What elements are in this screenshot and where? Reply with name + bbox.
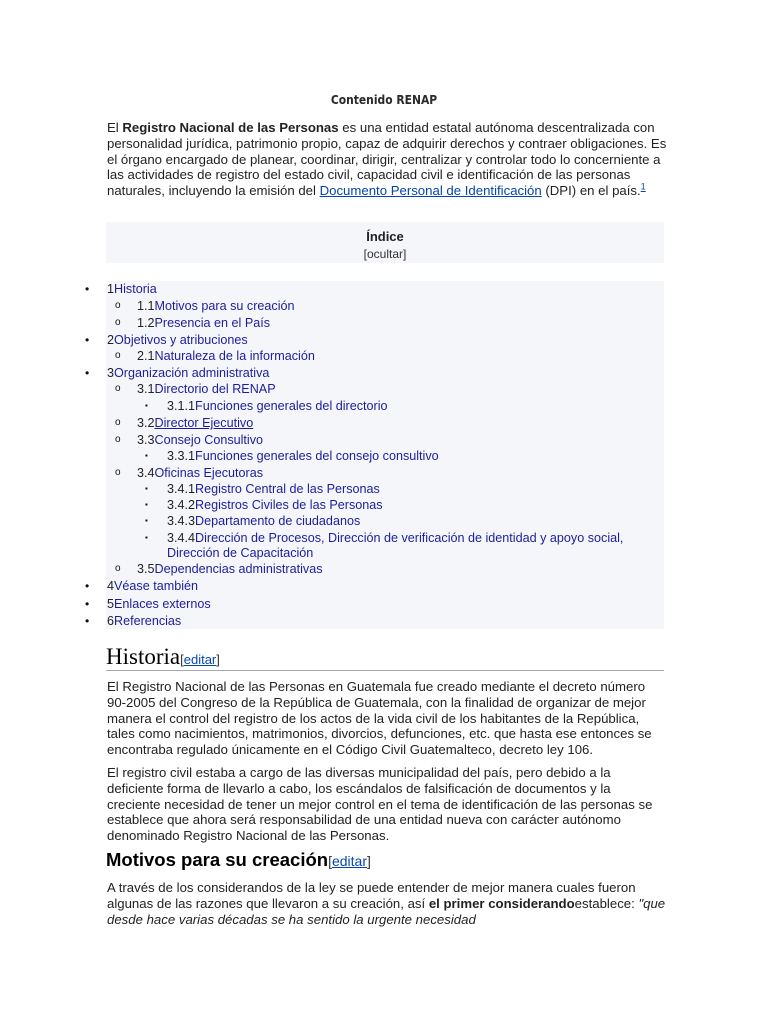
toc-link[interactable]: Motivos para su creación	[154, 299, 295, 313]
edit-link-motivos[interactable]: editar	[331, 853, 367, 869]
reference-1[interactable]: 1	[640, 181, 646, 192]
toc-bullet-2-1: o	[115, 350, 121, 361]
edit-historia: [editar]	[180, 652, 220, 667]
toc-title: Índice	[366, 229, 404, 244]
toc-bullet-4: •	[85, 579, 90, 593]
toc-number: 3.2	[137, 416, 155, 430]
toc-number: 3.5	[137, 562, 155, 576]
toc-number: 3.1.1	[167, 399, 196, 413]
toc-bullet-3-2: o	[115, 417, 121, 428]
toc-link[interactable]: Dirección de Procesos, Dirección de verificación de identidad y apoyo social,	[195, 531, 624, 545]
toc-number: 6	[107, 614, 115, 628]
section-heading-historia: Historia[editar]	[106, 643, 664, 671]
toc-item-3-1-1[interactable]	[167, 398, 388, 414]
toc-link[interactable]: Funciones generales del consejo consultivo	[195, 449, 439, 463]
toc-number: 2	[107, 333, 115, 347]
dpi-link[interactable]: Documento Personal de Identificación	[319, 183, 542, 199]
toc-number: 3.4.4	[167, 531, 196, 545]
toc-bullet-3-4-4: ▪	[145, 533, 148, 542]
toc-number: 3	[107, 366, 115, 380]
toc-item-4[interactable]	[107, 578, 198, 594]
toc-link[interactable]: Dependencias administrativas	[154, 562, 323, 576]
toc-number: 3.1	[137, 382, 155, 396]
toc-link[interactable]: Registros Civiles de las Personas	[195, 498, 383, 512]
toc-item-3-2[interactable]	[137, 415, 253, 431]
toc-number: 4	[107, 579, 115, 593]
toc-number: 1.1	[137, 299, 155, 313]
toc-link[interactable]: Director Ejecutivo	[154, 416, 254, 430]
toc-item-3-4-1[interactable]	[167, 481, 380, 497]
toc-number: 3.4.1	[167, 482, 196, 496]
toc-number: 2.1	[137, 349, 155, 363]
toc-item-2-1[interactable]	[137, 348, 315, 364]
toc-item-3-4-4-cont[interactable]	[167, 545, 313, 561]
toc-bullet-3-5: o	[115, 563, 121, 574]
toc-bullet-3-4-3: ▪	[145, 516, 148, 525]
toc-bullet-3-1: o	[115, 383, 121, 394]
toc-item-1[interactable]	[107, 281, 157, 297]
toc-bullet-3-4: o	[115, 467, 121, 478]
historia-paragraph-1: El Registro Nacional de las Personas en Guatemala fue creado mediante el decreto número 90-2005 del Congreso de la República de Guatemala, con la finalidad de organizar de mejor manera el control del registro de los actos de la vida civil de los habitantes de la República, tales como nacimientos, matrimonios, divorcios, defunciones, etc. que hasta ese entonces se encontraba regulado únicamente en el Código Civil Guatemalteco, decreto ley 106.	[107, 679, 652, 758]
section-heading-motivos: Motivos para su creación[editar]	[106, 849, 371, 870]
toc-number: 3.4.3	[167, 514, 196, 528]
toc-item-3-5[interactable]	[137, 561, 323, 577]
toc-item-3-4-3[interactable]	[167, 513, 360, 529]
toc-number: 5	[107, 597, 115, 611]
toc-item-3-4-2[interactable]	[167, 497, 383, 513]
toc-link[interactable]: Naturaleza de la información	[154, 349, 315, 363]
toc-bullet-1: •	[85, 282, 90, 296]
toc-item-3-3[interactable]	[137, 432, 263, 448]
edit-link-historia[interactable]: editar	[183, 652, 217, 667]
toc-bullet-3: •	[85, 366, 90, 380]
toc-item-2[interactable]	[107, 332, 248, 348]
toc-item-1-1[interactable]	[137, 298, 295, 314]
toc-item-3-3-1[interactable]	[167, 448, 439, 464]
toc-item-3-1[interactable]	[137, 381, 276, 397]
edit-motivos: [editar]	[328, 853, 371, 869]
toc-bullet-6: •	[85, 614, 90, 628]
toc-link[interactable]: Enlaces externos	[114, 597, 211, 611]
toc-bullet-1-1: o	[115, 300, 121, 311]
toc-hide-toggle[interactable]: [ocultar]	[363, 247, 407, 261]
toc-bullet-3-1-1: ▪	[145, 401, 148, 410]
toc-link[interactable]: Funciones generales del directorio	[195, 399, 388, 413]
toc-link[interactable]: Oficinas Ejecutoras	[154, 466, 264, 480]
toc-number: 3.3	[137, 433, 155, 447]
toc-bullet-1-2: o	[115, 317, 121, 328]
toc-bullet-2: •	[85, 333, 90, 347]
toc-link[interactable]: Registro Central de las Personas	[195, 482, 380, 496]
toc-link[interactable]: Organización administrativa	[114, 366, 270, 380]
toc-number: 3.4.2	[167, 498, 196, 512]
toc-header	[106, 222, 664, 263]
motivos-paragraph: A través de los considerandos de la ley se puede entender de mejor manera cuales fueron algunas de las razones que llevaron a su creación, así el primer considerandoestablece: "que desde hace varias décadas se ha sentido la urgente necesidad	[107, 880, 666, 927]
intro-paragraph: El Registro Nacional de las Personas es una entidad estatal autónoma descentralizada con personalidad jurídica, patrimonio propio, capaz de adquirir derechos y contraer obligaciones. Es el órgano encargado de planear, coordinar, dirigir, centralizar y controlar todo lo concerniente a las actividades de registro del estado civil, capacidad civil e identificación de las personas naturales, incluyendo la emisión del Documento Personal de Identificación (DPI) en el país.$^1$	[107, 120, 667, 199]
toc-bullet-5: •	[85, 597, 90, 611]
toc-item-3-4-4[interactable]	[167, 530, 623, 546]
toc-link[interactable]: Presencia en el País	[154, 316, 271, 330]
toc-link[interactable]: Objetivos y atribuciones	[114, 333, 248, 347]
toc-item-1-2[interactable]	[137, 315, 270, 331]
toc-bullet-3-4-2: ▪	[145, 500, 148, 509]
intro-bold-name: Registro Nacional de las Personas	[122, 120, 339, 135]
toc-bullet-3-4-1: ▪	[145, 484, 148, 493]
toc-link[interactable]: Véase también	[114, 579, 199, 593]
toc-bullet-3-3: o	[115, 434, 121, 445]
toc-number: 1.2	[137, 316, 155, 330]
historia-paragraph-2: El registro civil estaba a cargo de las diversas municipalidad del país, pero debido a la deficiente forma de llevarlo a cabo, los escándalos de falsificación de documentos y la creciente necesidad de tener un mejor control en el tema de identificación de las personas se establece que ahora será responsabilidad de una entidad nueva con carácter autónomo denominado Registro Nacional de las Personas.	[107, 765, 653, 844]
toc-link[interactable]: Directorio del RENAP	[154, 382, 276, 396]
toc-link[interactable]: Referencias	[114, 614, 182, 628]
toc-item-6[interactable]	[107, 613, 181, 629]
toc-bullet-3-3-1: ▪	[145, 451, 148, 460]
toc-link[interactable]: Consejo Consultivo	[154, 433, 264, 447]
toc-item-3-4[interactable]	[137, 465, 263, 481]
page-title: Contenido RENAP	[330, 92, 438, 107]
toc-link[interactable]: Historia	[114, 282, 157, 296]
toc-link[interactable]: Departamento de ciudadanos	[195, 514, 361, 528]
toc-item-5[interactable]	[107, 596, 211, 612]
toc-link[interactable]: Dirección de Capacitación	[167, 546, 314, 560]
toc-number: 1	[107, 282, 115, 296]
toc-number: 3.4	[137, 466, 155, 480]
toc-number: 3.3.1	[167, 449, 196, 463]
toc-item-3[interactable]	[107, 365, 269, 381]
